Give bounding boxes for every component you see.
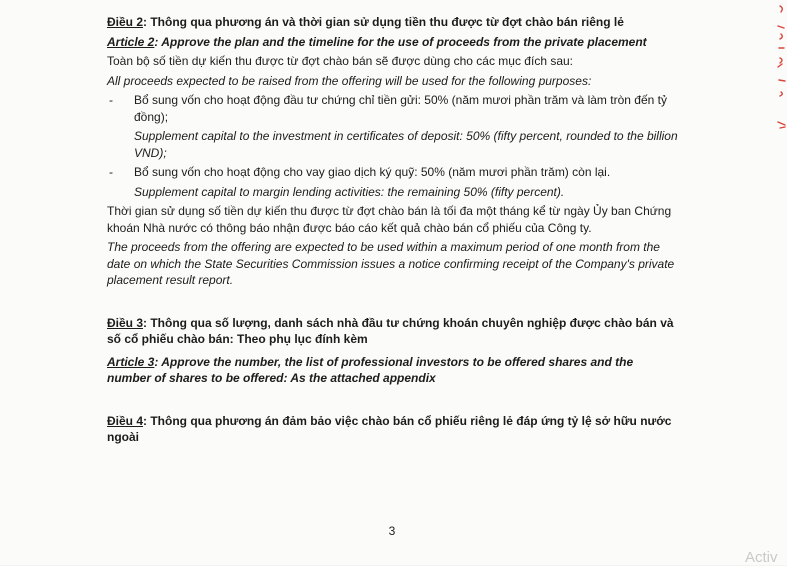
article-2-timeline-vi: Thời gian sử dụng số tiền dự kiến thu được từ đợt chào bán là tối đa một tháng kể từ ngày Ủy ban Chứng khoán Nhà nước có thông báo nhận được báo cáo kết quả chào bán cổ phiếu của Công ty. — [107, 204, 672, 235]
article-3-heading-en: Article 3: Approve the number, the list of professional investors to be offered shares and the number of shares to be offered: As the attached appendix — [107, 354, 634, 385]
activation-watermark: Activ — [745, 549, 778, 566]
page-number: 3 — [388, 524, 396, 538]
bullet-1-en: Supplement capital to the investment in certificates of deposit: 50% (fifty percent, rounded to the billion VND); — [134, 129, 678, 160]
document-body — [107, 14, 679, 446]
list-item: - Bổ sung vốn cho hoạt động đầu tư chứng chỉ tiền gửi: 50% (năm mươi phần trăm và làm tròn đến tỷ đồng); — [107, 92, 679, 125]
article-2-intro-en: All proceeds expected to be raised from the offering will be used for the following purposes: — [107, 73, 592, 88]
list-item: - Bổ sung vốn cho hoạt động cho vay giao dịch ký quỹ: 50% (năm mươi phần trăm) còn lại. — [107, 164, 679, 181]
article-2-timeline-en: The proceeds from the offering are expected to be used within a maximum period of one month from the date on which the State Securities Commission issues a notice confirming receipt of the Company's private placement result report. — [107, 240, 675, 287]
bullet-1-vi: Bổ sung vốn cho hoạt động đầu tư chứng chỉ tiền gửi: 50% (năm mươi phần trăm và làm tròn đến tỷ đồng); — [134, 93, 667, 124]
article-4-heading-vi: Điều 4: Thông qua phương án đảm bảo việc chào bán cổ phiếu riêng lẻ đáp ứng tỷ lệ sở hữu nước ngoài — [107, 413, 672, 444]
red-stamp-fragment — [772, 0, 787, 140]
article-2-intro-vi: Toàn bộ số tiền dự kiến thu được từ đợt chào bán sẽ được dùng cho các mục đích sau: — [107, 54, 574, 68]
article-3-heading-vi: Điều 3: Thông qua số lượng, danh sách nhà đầu tư chứng khoán chuyên nghiệp được chào bán và số cổ phiếu chào bán: Theo phụ lục đính kèm — [107, 315, 674, 346]
bullet-2-en: Supplement capital to margin lending activities: the remaining 50% (fifty percent). — [134, 184, 565, 199]
bullet-2-vi: Bổ sung vốn cho hoạt động cho vay giao dịch ký quỹ: 50% (năm mươi phần trăm) còn lại. — [134, 165, 611, 179]
article-2-heading-vi: Điều 2: Thông qua phương án và thời gian sử dụng tiền thu được từ đợt chào bán riêng lẻ — [107, 15, 624, 29]
article-2-heading-en: Article 2: Approve the plan and the timeline for the use of proceeds from the private placement — [107, 34, 647, 49]
